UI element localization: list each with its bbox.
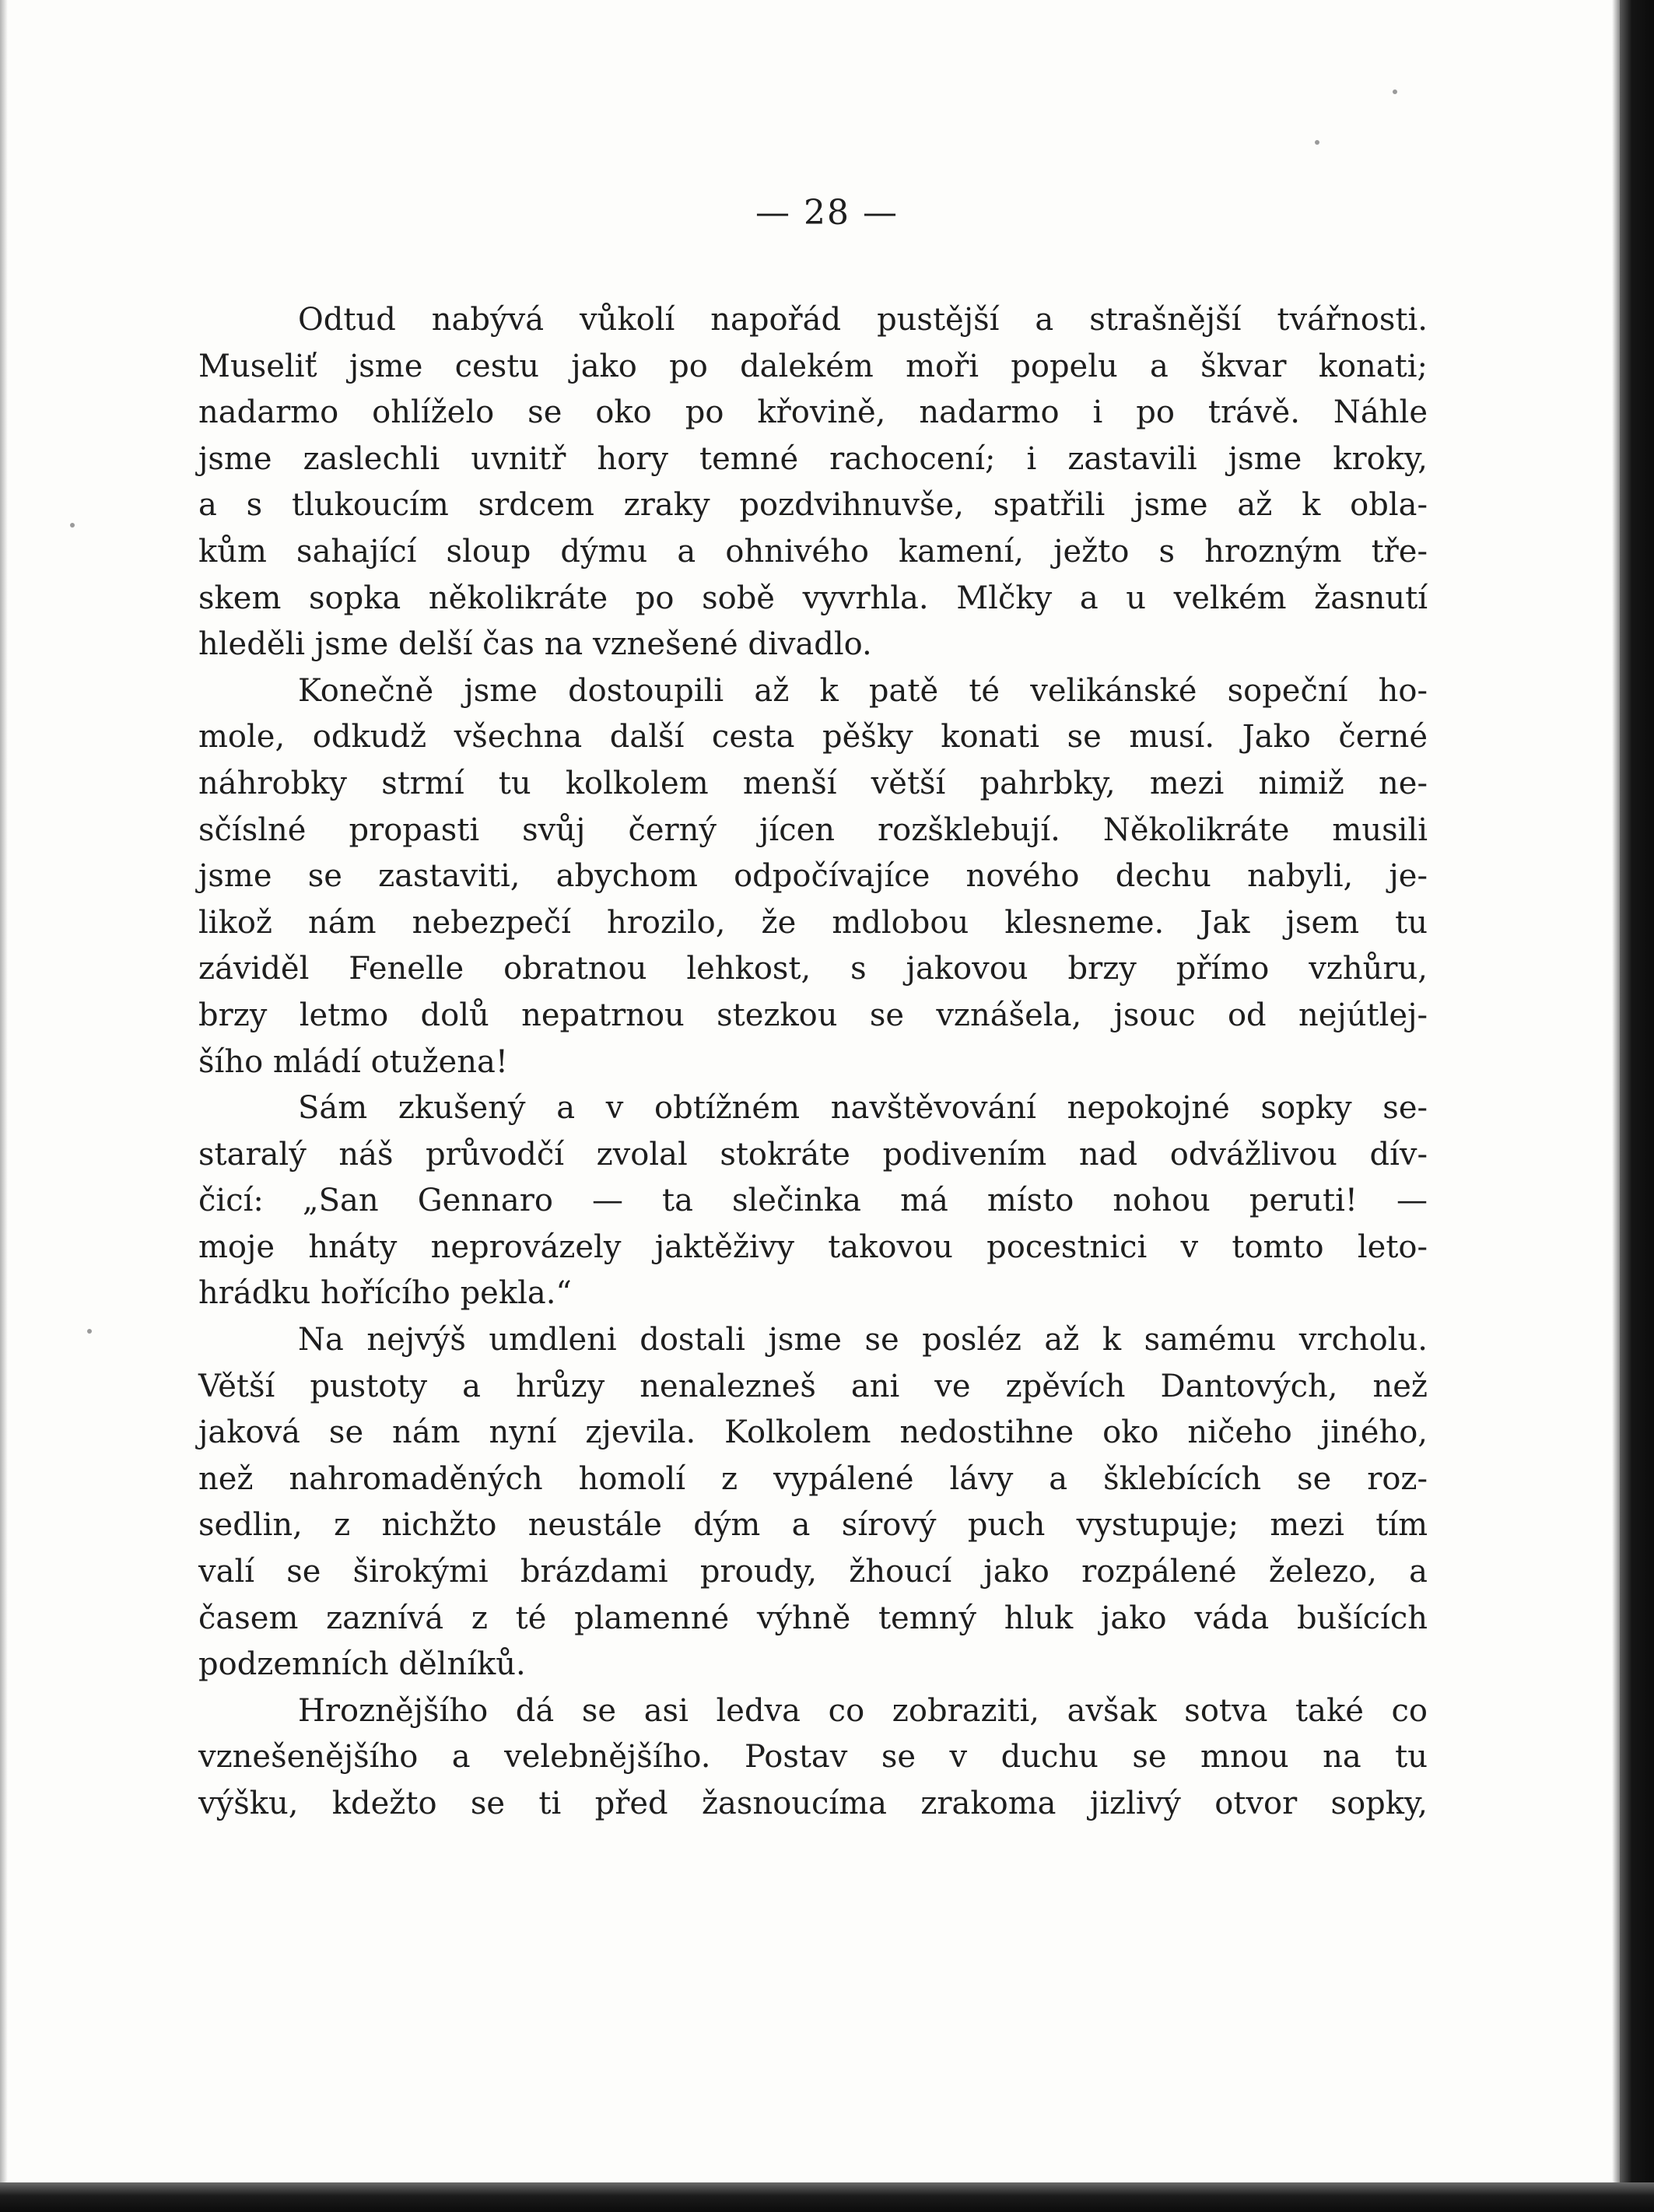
page-bottom-edge	[0, 2182, 1654, 2212]
text-line: hleděli jsme delší čas na vznešené divadlo.	[198, 626, 872, 663]
text-line: mole, odkudž všechna další cesta pěšky konati se musí. Jako černé	[198, 719, 1428, 755]
text-line: staralý náš průvodčí zvolal stokráte podivením nad odvážlivou dív-	[198, 1136, 1428, 1173]
text-line: jsme se zastaviti, abychom odpočívajíce nového dechu nabyli, je-	[198, 858, 1428, 895]
text-line: než nahromaděných homolí z vypálené lávy a šklebících se roz-	[198, 1460, 1428, 1497]
text-line: šího mládí otužena!	[198, 1043, 508, 1080]
text-line: náhrobky strmí tu kolkolem menší větší pahrbky, mezi nimiž ne-	[198, 765, 1428, 801]
text-line: sčíslné propasti svůj černý jícen rozšklebují. Několikráte musili	[198, 812, 1428, 848]
text-line: valí se širokými brázdami proudy, žhoucí jako rozpálené železo, a	[198, 1554, 1428, 1590]
text-line: a s tlukoucím srdcem zraky pozdvihnuvše, spatřili jsme až k obla-	[198, 487, 1428, 524]
text-line: Hroznějšího dá se asi ledva co zobraziti, avšak sotva také co	[298, 1692, 1428, 1729]
page-number: — 28 —	[755, 193, 899, 233]
text-line: časem zaznívá z té plamenné výhně temný hluk jako váda bušících	[198, 1600, 1428, 1636]
page-right-edge-shadow	[1612, 0, 1620, 2212]
text-line: Museliť jsme cestu jako po dalekém moři popelu a škvar konati;	[198, 348, 1428, 384]
text-line: moje hnáty neprovázely jaktěživy takovou pocestnici v tomto leto-	[198, 1229, 1428, 1265]
paper-speck	[1315, 140, 1319, 145]
text-line: vznešenějšího a velebnějšího. Postav se v duchu se mnou na tu	[198, 1739, 1428, 1776]
text-line: Konečně jsme dostoupili až k patě té velikánské sopeční ho-	[298, 672, 1428, 709]
page-right-edge	[1620, 0, 1654, 2212]
text-line: likož nám nebezpečí hrozilo, že mdlobou klesneme. Jak jsem tu	[198, 904, 1428, 941]
text-line: Sám zkušený a v obtížném navštěvování nepokojné sopky se-	[298, 1090, 1428, 1127]
text-line: Odtud nabývá vůkolí napořád pustější a strašnější tvářnosti.	[298, 302, 1428, 338]
text-line: Na nejvýš umdleni dostali jsme se posléz až k samému vrcholu.	[298, 1322, 1428, 1358]
paper-speck	[87, 1329, 92, 1334]
page-left-edge-shadow	[0, 0, 8, 2212]
text-line: jaková se nám nyní zjevila. Kolkolem nedostihne oko ničeho jiného,	[198, 1414, 1428, 1451]
text-line: skem sopka několikráte po sobě vyvrhla. Mlčky a u velkém žasnutí	[198, 580, 1428, 616]
paper-speck	[1393, 89, 1397, 94]
text-line: sedlin, z nichžto neustále dým a sírový puch vystupuje; mezi tím	[198, 1507, 1428, 1544]
text-line: čicí: „San Gennaro — ta slečinka má místo nohou peruti! —	[198, 1183, 1428, 1219]
text-line: Větší pustoty a hrůzy nenalezneš ani ve zpěvích Dantových, než	[198, 1368, 1428, 1404]
paper-speck	[70, 523, 75, 528]
text-line: výšku, kdežto se ti před žasnoucíma zrakoma jizlivý otvor sopky,	[198, 1786, 1428, 1821]
text-line: podzemních dělníků.	[198, 1646, 526, 1683]
body-text	[198, 297, 1428, 1828]
text-line: záviděl Fenelle obratnou lehkost, s jakovou brzy přímo vzhůru,	[198, 951, 1428, 987]
text-line: hrádku hořícího pekla.“	[198, 1275, 572, 1312]
text-line: nadarmo ohlíželo se oko po křovině, nadarmo i po trávě. Náhle	[198, 394, 1428, 431]
text-line: brzy letmo dolů nepatrnou stezkou se vznášela, jsouc od nejútlej-	[198, 997, 1428, 1033]
text-line: kům sahající sloup dýmu a ohnivého kamení, ježto s hrozným tře-	[198, 533, 1428, 570]
text-line: jsme zaslechli uvnitř hory temné rachocení; i zastavili jsme kroky,	[198, 440, 1428, 477]
